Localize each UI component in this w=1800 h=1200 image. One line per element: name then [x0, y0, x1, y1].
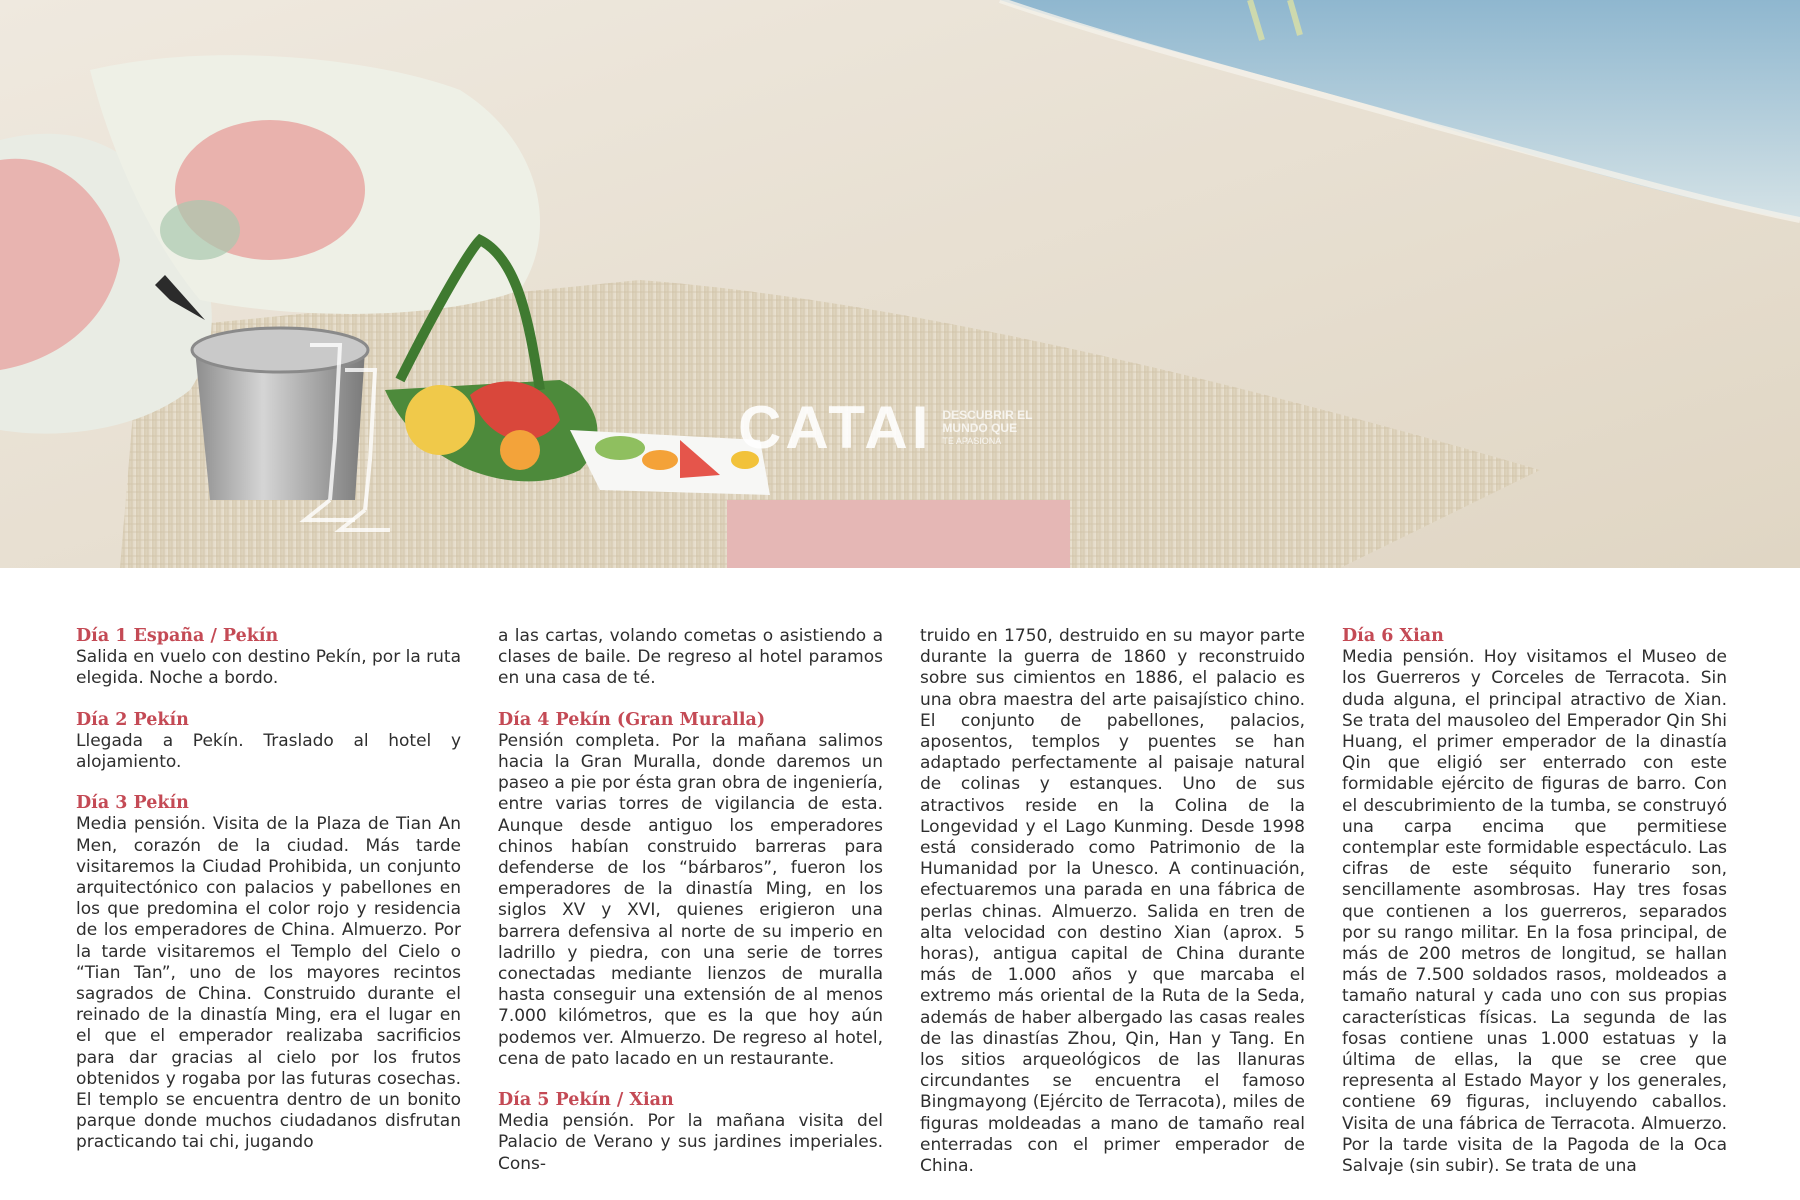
itinerary-column-4	[1342, 626, 1727, 1177]
day-title: Día 3 Pekín	[76, 793, 189, 814]
brand-tagline-line: TE APASIONA	[942, 435, 1002, 446]
day-description: Media pensión. Hoy visitamos el Museo de los Guerreros y Corceles de Terracota. Sin duda alguna, el principal atractivo de Xian. Se trata del mausoleo del Emperador Qin Shi Huang, el primer emperador de la dinastía Qin que eligió ser enterrado con este formidable ejército de figuras de barro. Con el descubrimiento de la tumba, se construyó una carpa encima que permitiese contemplar este formidable espectáculo. Las cifras de este séquito funerario son, sencillamente asombrosas. Hay tres fosas que contienen a los guerreros, separados por su rango militar. En la fosa principal, de más de 200 metros de longitud, se hallan más de 7.500 soldados rasos, moldeados a tamaño natural y cada uno con sus propias características físicas. La segunda de las fosas contiene unas 1.000 estatuas y la última de ellas, la que se cree que representa al Estado Mayor y los generales, contiene 69 figuras, incluyendo caballos. Visita de una fábrica de Terracota. Almuerzo. Por la tarde visita de la Pagoda de la Oca Salvaje (sin subir). Se trata de una	[1342, 647, 1727, 1177]
brand-logo	[738, 394, 1033, 461]
pink-accent-block	[727, 500, 1070, 568]
day-description: truido en 1750, destruido en su mayor parte durante la guerra de 1860 y reconstruido sobre sus cimientos en 1886, el palacio es una obra maestra del arte paisajístico chino. El conjunto de pabellones, palacios, aposentos, templos y puentes se han adaptado perfectamente al paisaje natural de colinas y estanques. Uno de sus atractivos reside en la Colina de la Longevidad y el Lago Kunming. Desde 1998 está considerado como Patrimonio de la Humanidad por la Unesco. A continuación, efectuaremos una parada en una fábrica de perlas chinas. Almuerzo. Salida en tren de alta velocidad con destino Xian (aprox. 5 horas), antigua capital de China durante más de 1.000 años y que marcaba el extremo más oriental de la Ruta de la Seda, además de haber albergado las casas reales de las dinastías Zhou, Qin, Han y Tang. En los sitios arqueológicos de las llanuras circundantes se encuentra el famoso Bingmayong (Ejército de Terracota), miles de figuras moldeadas a mano de tamaño real enterradas con el primer emperador de China.	[920, 626, 1305, 1177]
day-title: Día 2 Pekín	[76, 709, 189, 730]
day-description: Salida en vuelo con destino Pekín, por la ruta elegida. Noche a bordo.	[76, 647, 461, 689]
brand-tagline	[942, 409, 1032, 448]
brand-tagline-line: MUNDO QUE	[942, 420, 1018, 435]
day-title: Día 1 España / Pekín	[76, 626, 279, 646]
hero-photo	[0, 0, 1800, 568]
day-title: Día 4 Pekín (Gran Muralla)	[498, 709, 766, 730]
day-description: Pensión completa. Por la mañana salimos hacia la Gran Muralla, donde daremos un paseo a pie por ésta gran obra de ingeniería, entre varias torres de vigilancia de esta. Aunque desde antiguo los emperadores chinos habían construido barreras para defenderse de los “bárbaros”, fueron los emperadores de la dinastía Ming, en los siglos XV y XVI, quienes erigieron una barrera defensiva al norte de su imperio en ladrillo y piedra, con una serie de torres conectadas mediante lienzos de muralla hasta conseguir una extensión de al menos 7.000 kilómetros, que es la que hoy aún podemos ver. Almuerzo. De regreso al hotel, cena de pato lacado en un restaurante.	[498, 730, 883, 1069]
itinerary-columns	[76, 626, 1727, 1177]
brand-name: CATAI	[738, 394, 933, 461]
day-title: Día 5 Pekín / Xian	[498, 1090, 674, 1111]
itinerary-column-1	[76, 626, 461, 1154]
itinerary-column-3	[920, 626, 1305, 1177]
day-description: Llegada a Pekín. Traslado al hotel y alojamiento.	[76, 730, 461, 773]
beach-picnic-illustration	[0, 0, 1800, 568]
day-title: Día 6 Xian	[1342, 626, 1444, 646]
brand-tagline-line: DESCUBRIR EL	[942, 407, 1033, 422]
day-description: a las cartas, volando cometas o asistiendo a clases de baile. De regreso al hotel paramos en una casa de té.	[498, 626, 883, 689]
day-description: Media pensión. Visita de la Plaza de Tian An Men, corazón de la ciudad. Más tarde visitaremos la Ciudad Prohibida, un conjunto arquitectónico con palacios y pabellones en los que predomina el color rojo y residencia de los emperadores de China. Almuerzo. Por la tarde visitaremos el Templo del Cielo o “Tian Tan”, uno de los mayores recintos sagrados de China. Construido durante el reinado de la dinastía Ming, era el lugar en el que el emperador realizaba sacrificios para dar gracias al cielo por los frutos obtenidos y rogaba por las futuras cosechas. El templo se encuentra dentro de un bonito parque donde muchos ciudadanos disfrutan practicando tai chi, jugando	[76, 814, 461, 1153]
itinerary-column-2	[498, 626, 883, 1175]
day-description: Media pensión. Por la mañana visita del Palacio de Verano y sus jardines imperiales. Cons-	[498, 1111, 883, 1174]
